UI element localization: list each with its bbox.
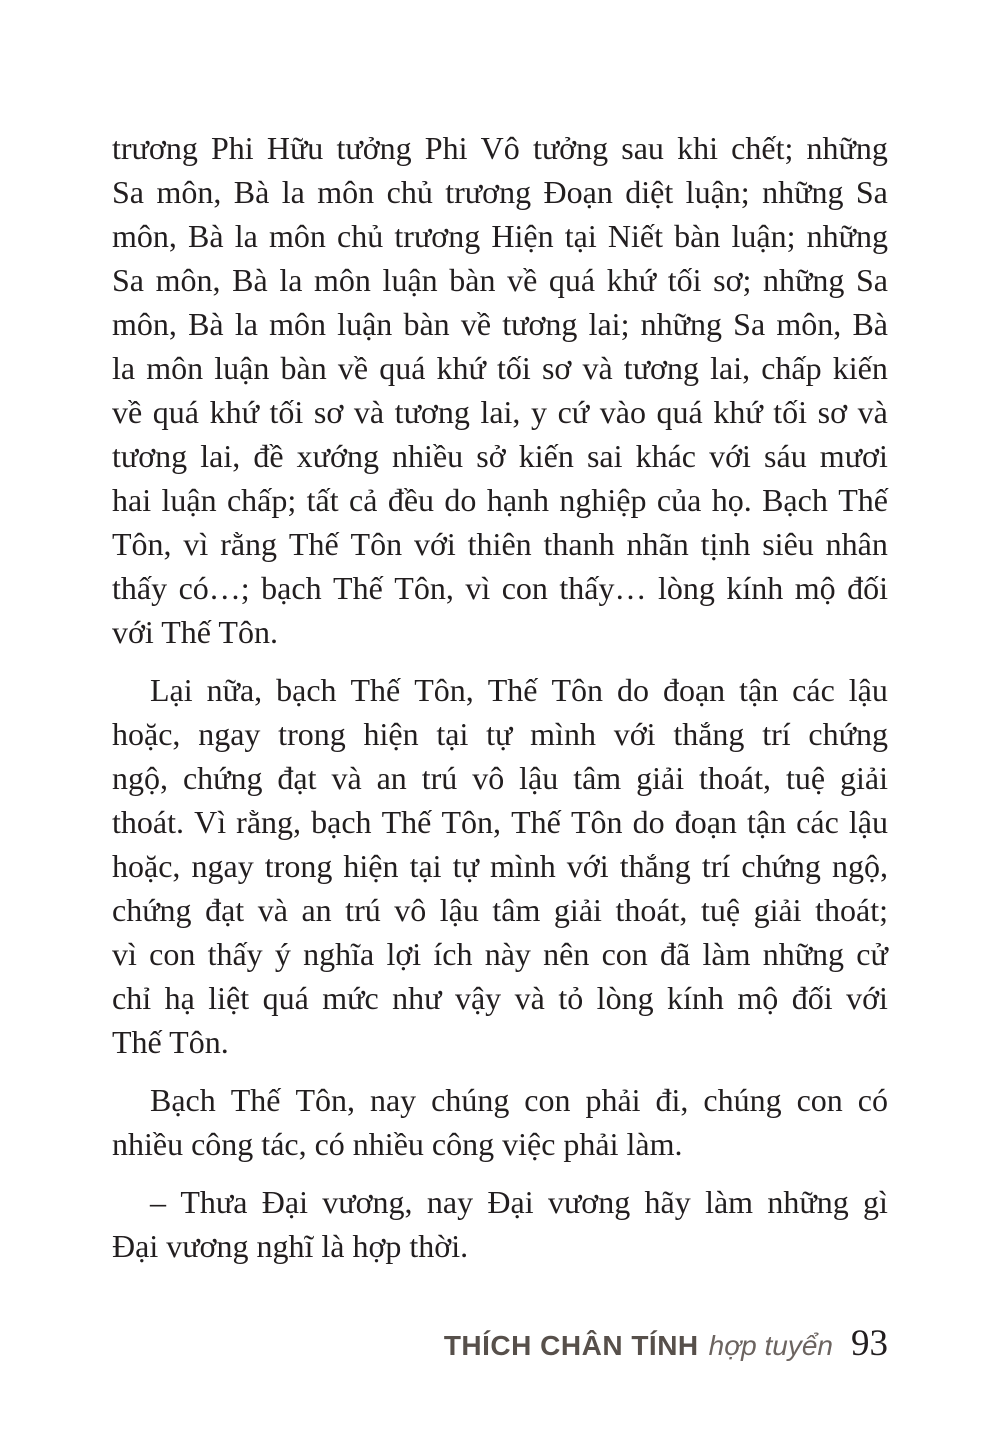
footer-collection-title: hợp tuyển	[708, 1330, 833, 1361]
text-line: hai luận chấp; tất cả đều do hạnh nghiệp của họ. Bạch Thế	[112, 482, 888, 518]
text-line: thấy có…; bạch Thế Tôn, vì con thấy… lòng kính mộ đối	[112, 570, 888, 606]
text-line: Thế Tôn.	[112, 1024, 229, 1060]
text-line: vì con thấy ý nghĩa lợi ích này nên con đã làm những cử	[112, 936, 888, 972]
footer-author-name: THÍCH CHÂN TÍNH	[443, 1330, 699, 1361]
paragraph	[112, 668, 888, 1064]
text-line: Sa môn, Bà la môn chủ trương Đoạn diệt luận; những Sa	[112, 174, 888, 210]
text-line: ngộ, chứng đạt và an trú vô lậu tâm giải thoát, tuệ giải	[112, 760, 888, 796]
text-line: trương Phi Hữu tưởng Phi Vô tưởng sau khi chết; những	[112, 130, 888, 166]
text-line: Lại nữa, bạch Thế Tôn, Thế Tôn do đoạn tận các lậu	[150, 672, 888, 708]
text-line: – Thưa Đại vương, nay Đại vương hãy làm những gì	[150, 1184, 888, 1220]
page-footer	[444, 1322, 888, 1365]
text-line: thoát. Vì rằng, bạch Thế Tôn, Thế Tôn do đoạn tận các lậu	[112, 804, 888, 840]
text-line: hoặc, ngay trong hiện tại tự mình với thắng trí chứng	[112, 716, 888, 752]
text-line: la môn luận bàn về quá khứ tối sơ và tương lai, chấp kiến	[112, 350, 888, 386]
text-line: nhiều công tác, có nhiều công việc phải làm.	[112, 1126, 683, 1162]
text-line: Bạch Thế Tôn, nay chúng con phải đi, chúng con có	[150, 1082, 888, 1118]
text-line: môn, Bà la môn luận bàn về tương lai; những Sa môn, Bà	[112, 306, 888, 342]
text-line: Sa môn, Bà la môn luận bàn về quá khứ tối sơ; những Sa	[112, 262, 888, 298]
paragraph	[112, 1180, 888, 1268]
page-body-text	[112, 126, 888, 1268]
text-line: chứng đạt và an trú vô lậu tâm giải thoát, tuệ giải thoát;	[112, 892, 888, 928]
footer-page-number: 93	[851, 1323, 888, 1364]
paragraph	[112, 1078, 888, 1166]
text-line: về quá khứ tối sơ và tương lai, y cứ vào quá khứ tối sơ và	[112, 394, 888, 430]
paragraph	[112, 126, 888, 654]
text-line: Đại vương nghĩ là hợp thời.	[112, 1228, 469, 1264]
text-line: chỉ hạ liệt quá mức như vậy và tỏ lòng kính mộ đối với	[112, 980, 888, 1016]
text-line: tương lai, đề xướng nhiều sở kiến sai khác với sáu mươi	[112, 438, 888, 474]
text-line: với Thế Tôn.	[112, 614, 278, 650]
text-line: môn, Bà la môn chủ trương Hiện tại Niết bàn luận; những	[112, 218, 888, 254]
text-line: Tôn, vì rằng Thế Tôn với thiên thanh nhãn tịnh siêu nhân	[112, 526, 888, 562]
text-line: hoặc, ngay trong hiện tại tự mình với thắng trí chứng ngộ,	[112, 848, 888, 884]
